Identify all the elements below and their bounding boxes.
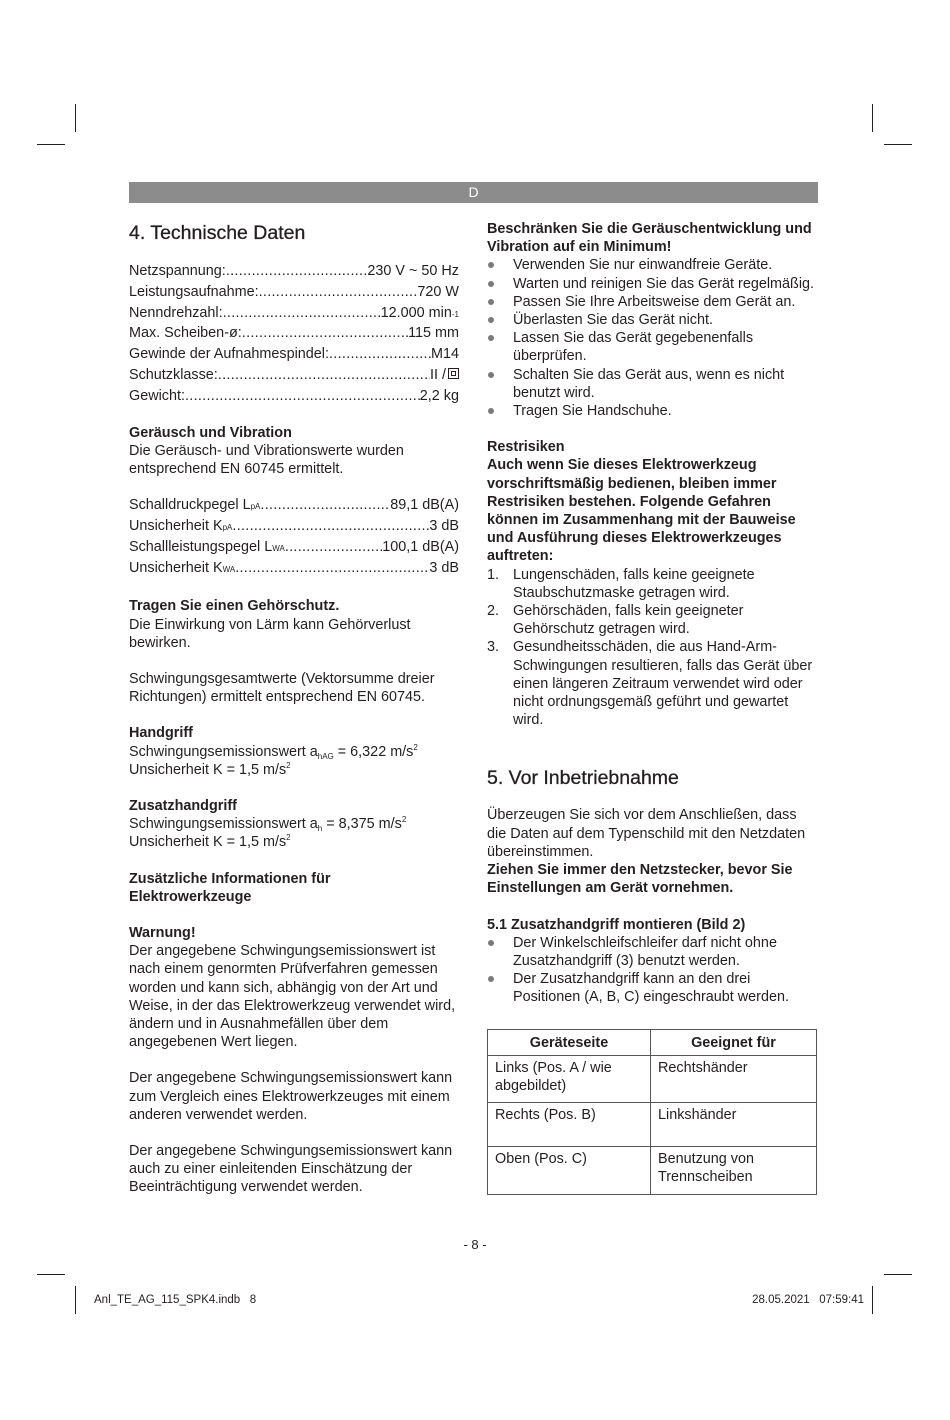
spec-row: Gewinde der Aufnahmespindel: ..... M14: [129, 344, 459, 365]
footer-filename: Anl_TE_AG_115_SPK4.indb 8: [94, 1294, 257, 1306]
risk-intro: Auch wenn Sie dieses Elektrowerkzeug vorschriftsmäßig bedienen, bleiben immer Restrisiken bestehen. Folgende Gefahren können im Zusammenhang mit der Bauweise und Ausführung dieses Elektrowerkzeuges auftreten:: [487, 457, 796, 565]
limit-list: [487, 256, 819, 420]
bullet-icon: [488, 372, 494, 378]
crop-mark: [872, 104, 873, 132]
list-item: Tragen Sie Handschuhe.: [487, 402, 819, 420]
list-item: 3. Gesundheitsschäden, die aus Hand-Arm-Schwingungen resultieren, falls das Gerät über einen längeren Zeitraum verwendet wird oder nicht ordnungsgemäß geführt und gewartet wird.: [487, 639, 813, 729]
table-row: [488, 1055, 817, 1102]
crop-mark: [872, 1286, 873, 1314]
subsection-list: [487, 934, 819, 1007]
table-cell: Linkshänder: [651, 1103, 817, 1147]
noise-row: Unsicherheit K WA ..... 3 dB: [129, 558, 459, 579]
crop-mark: [75, 1286, 76, 1314]
aux-handle-line-1: Schwingungsemissionswert $a_h = 8,375$ $m/s^2$: [129, 815, 407, 834]
crop-mark: [37, 1274, 65, 1275]
column-header: Geräteseite: [488, 1029, 651, 1055]
spec-row: Leistungsaufnahme: ..... 720 W: [129, 282, 459, 303]
language-label: D: [468, 184, 479, 200]
section5-text: Überzeugen Sie sich vor dem Anschließen, dass die Daten auf dem Typenschild mit den Netzdaten übereinstimmen.: [487, 807, 806, 860]
risk-list: [487, 566, 819, 730]
crop-mark: [37, 144, 65, 145]
noise-text: Die Geräusch- und Vibrationswerte wurden entsprechend EN 60745 ermittelt.: [129, 442, 404, 477]
protection-class-symbol-icon: [448, 368, 459, 379]
handle-line-2: Unsicherheit K = 1,5 $m/s^2$: [129, 760, 291, 778]
list-item: Warten und reinigen Sie das Gerät regelmäßig.: [487, 275, 819, 293]
spec-row: Gewicht: ..... 2,2 kg: [129, 386, 459, 407]
spec-row: Nenndrehzahl: ..... 12.000 min -1: [129, 303, 459, 324]
bullet-icon: [488, 299, 494, 305]
spec-list: [129, 261, 459, 407]
hearing-text: Die Einwirkung von Lärm kann Gehörverlust bewirken.: [129, 616, 411, 651]
list-item: Schalten Sie das Gerät aus, wenn es nicht benutzt wird.: [487, 366, 819, 402]
spec-row: Netzspannung: ..... 230 V ~ 50 Hz: [129, 261, 459, 282]
noise-values: [129, 495, 459, 578]
table-cell: Benutzung von Trennscheiben: [651, 1147, 817, 1194]
right-column: [487, 220, 819, 1195]
limit-heading: Beschränken Sie die Geräuschentwicklung und Vibration auf ein Minimum!: [487, 221, 812, 256]
list-item: 1. Lungenschäden, falls keine geeignete Staubschutzmaske getragen wird.: [487, 566, 755, 601]
bullet-icon: [488, 976, 494, 982]
left-column: [129, 220, 459, 1197]
hearing-heading: Tragen Sie einen Gehörschutz.: [129, 598, 340, 615]
vibration-total-text: Schwingungsgesamtwerte (Vektorsumme dreier Richtungen) ermittelt entsprechend EN 60745.: [129, 670, 435, 706]
list-item: Lassen Sie das Gerät gegebenenfalls überprüfen.: [487, 329, 819, 365]
section-title: 4. Technische Daten: [129, 222, 306, 244]
table-cell: Rechts (Pos. B): [488, 1103, 651, 1147]
table-header-row: [488, 1029, 817, 1055]
crop-mark: [75, 104, 76, 132]
extra-info-heading: Zusätzliche Informationen für Elektrowerkzeuge: [129, 870, 331, 905]
list-item: 2. Gehörschäden, falls kein geeigneter Gehörschutz getragen wird.: [487, 603, 744, 638]
crop-mark: [884, 1274, 912, 1275]
aux-handle-heading: Zusatzhandgriff: [129, 798, 237, 814]
list-item: Verwenden Sie nur einwandfreie Geräte.: [487, 256, 819, 274]
handle-position-table: [487, 1029, 817, 1195]
warning-heading: Warnung!: [129, 925, 196, 942]
noise-row: Unsicherheit K pA ..... 3 dB: [129, 516, 459, 537]
bullet-icon: [488, 262, 494, 268]
subsection-heading: 5.1 Zusatzhandgriff montieren (Bild 2): [487, 916, 746, 933]
table-cell: Links (Pos. A / wie abgebildet): [488, 1055, 651, 1102]
table-row: [488, 1103, 817, 1147]
footer-timestamp: 28.05.2021 07:59:41: [752, 1294, 864, 1306]
warning-paragraph: Der angegebene Schwingungsemissionswert kann auch zu einer einleitenden Einschätzung der Beeinträchtigung verwendet werden.: [129, 1143, 453, 1196]
list-item: Passen Sie Ihre Arbeitsweise dem Gerät an.: [487, 293, 819, 311]
table-row: [488, 1147, 817, 1194]
list-item: Überlasten Sie das Gerät nicht.: [487, 311, 819, 329]
table-cell: Rechtshänder: [651, 1055, 817, 1102]
bullet-icon: [488, 281, 494, 287]
column-header: Geeignet für: [651, 1029, 817, 1055]
crop-mark: [884, 144, 912, 145]
section5-warning: Ziehen Sie immer den Netzstecker, bevor Sie Einstellungen am Gerät vornehmen.: [487, 862, 793, 897]
noise-row: Schallleistungspegel L WA ..... 100,1 dB(A): [129, 537, 459, 558]
warning-paragraph: Der angegebene Schwingungsemissionswert ist nach einem genormten Prüfverfahren gemessen worden und kann sich, abhängig von der Art und Weise, in der das Elektrowerkzeug verwendet wird, ändern und in Ausnahmefällen über dem angegebenen Wert liegen.: [129, 943, 456, 1051]
language-header-bar: [129, 182, 818, 203]
handle-line-1: Schwingungsemissionswert $a_{hAG} = 6,322$ $m/s^2$: [129, 742, 418, 761]
page-number: - 8 -: [463, 1237, 487, 1252]
list-item: Der Winkelschleifschleifer darf nicht ohne Zusatzhandgriff (3) benutzt werden.: [487, 934, 819, 970]
risk-heading: Restrisiken: [487, 439, 565, 456]
bullet-icon: [488, 317, 494, 323]
noise-heading: Geräusch und Vibration: [129, 424, 292, 441]
table-cell: Oben (Pos. C): [488, 1147, 651, 1194]
spec-row: Schutzklasse: ..... II /: [129, 365, 459, 386]
bullet-icon: [488, 940, 494, 946]
list-item: Der Zusatzhandgriff kann an den drei Positionen (A, B, C) eingeschraubt werden.: [487, 970, 819, 1006]
bullet-icon: [488, 408, 494, 414]
spec-row: Max. Scheiben-ø: ..... 115 mm: [129, 323, 459, 344]
section-title: 5. Vor Inbetriebnahme: [487, 767, 679, 790]
bullet-icon: [488, 335, 494, 341]
aux-handle-line-2: Unsicherheit K = 1,5 $m/s^2$: [129, 833, 291, 851]
handle-heading: Handgriff: [129, 725, 193, 742]
noise-row: Schalldruckpegel L pA ..... 89,1 dB(A): [129, 495, 459, 516]
warning-paragraph: Der angegebene Schwingungsemissionswert kann zum Vergleich eines Elektrowerkzeuges mit einem anderen verwendet werden.: [129, 1070, 453, 1123]
